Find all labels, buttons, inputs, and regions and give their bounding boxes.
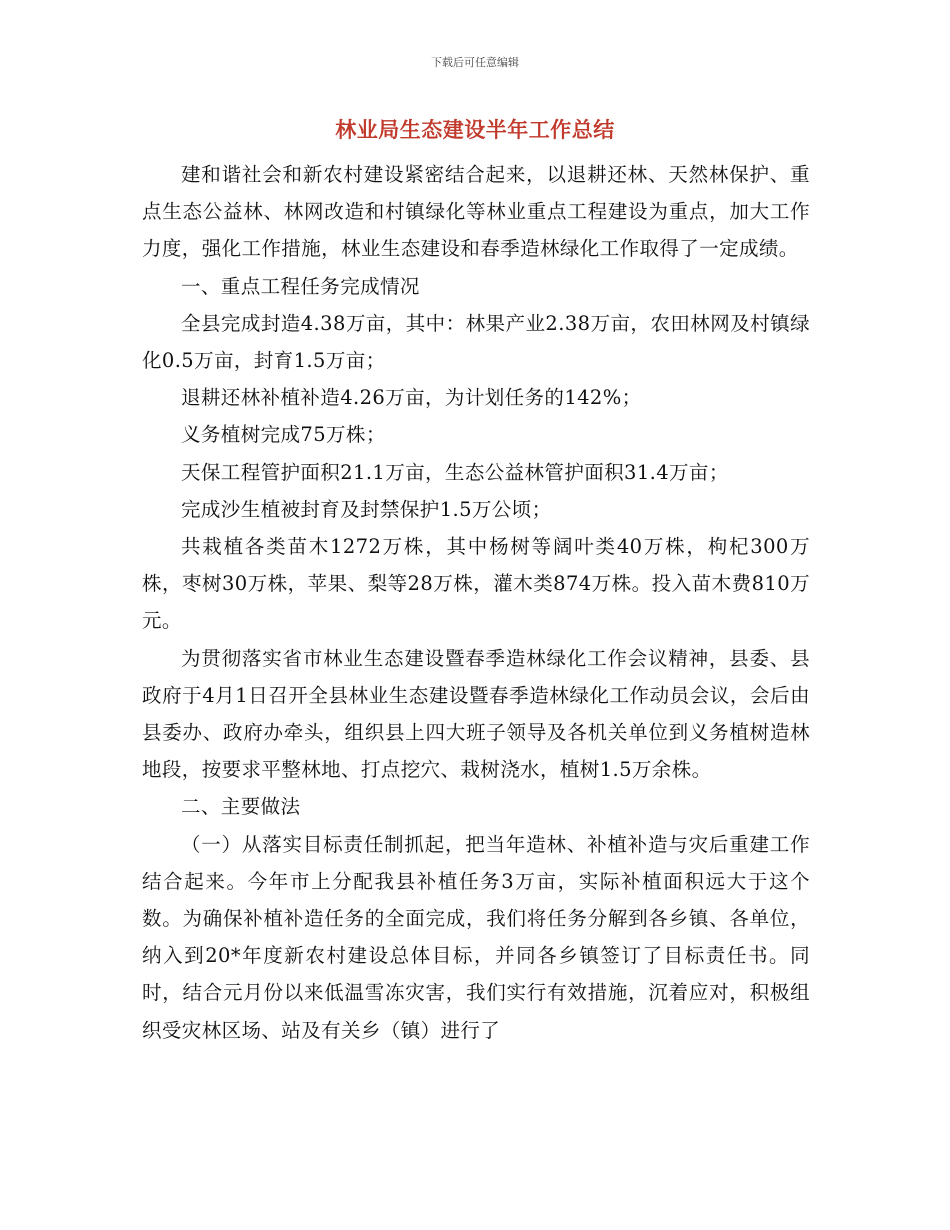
paragraph: 天保工程管护面积21.1万亩，生态公益林管护面积31.4万亩； (181, 460, 729, 484)
paragraph: 全县完成封造4.38万亩，其中：林果产业2.38万亩，农田林网及村镇绿化0.5万亩，封育1.5万亩； (142, 311, 810, 373)
paragraph: 共栽植各类苗木1272万株，其中杨树等阔叶类40万株，枸杞300万株，枣树30万株，苹果、梨等28万株，灌木类874万株。投入苗木费810万元。 (142, 535, 810, 633)
paragraph: 为贯彻落实省市林业生态建设暨春季造林绿化工作会议精神，县委、县政府于4月1日召开全县林业生态建设暨春季造林绿化工作动员会议，会后由县委办、政府办牵头，组织县上四大班子领导及各机关单位到义务植树造林地段，按要求平整林地、打点挖穴、栽树浇水，植树1.5万余株。 (142, 646, 810, 782)
paragraph: （一）从落实目标责任制抓起，把当年造林、补植补造与灾后重建工作结合起来。今年市上分配我县补植任务3万亩，实际补植面积远大于这个数。为确保补植补造任务的全面完成，我们将任务分解到各乡镇、各单位，纳入到20*年度新农村建设总体目标，并同各乡镇签订了目标责任书。同时，结合元月份以来低温雪冻灾害，我们实行有效措施，沉着应对，积极组织受灾林区场、站及有关乡（镇）进行了 (142, 832, 810, 1042)
paragraph: 建和谐社会和新农村建设紧密结合起来，以退耕还林、天然林保护、重点生态公益林、林网改造和村镇绿化等林业重点工程建设为重点，加大工作力度，强化工作措施，林业生态建设和春季造林绿化工作取得了一定成绩。 (142, 163, 810, 261)
paragraph: 义务植树完成75万株； (181, 423, 386, 447)
header-note: 下载后可任意编辑 (431, 56, 519, 69)
section-heading: 二、主要做法 (181, 795, 301, 819)
paragraph: 完成沙生植被封育及封禁保护1.5万公顷； (181, 497, 552, 521)
document-body (142, 156, 810, 1049)
document-title: 林业局生态建设半年工作总结 (335, 118, 615, 142)
paragraph: 退耕还林补植补造4.26万亩，为计划任务的142%； (181, 386, 642, 410)
section-heading: 一、重点工程任务完成情况 (181, 274, 420, 298)
